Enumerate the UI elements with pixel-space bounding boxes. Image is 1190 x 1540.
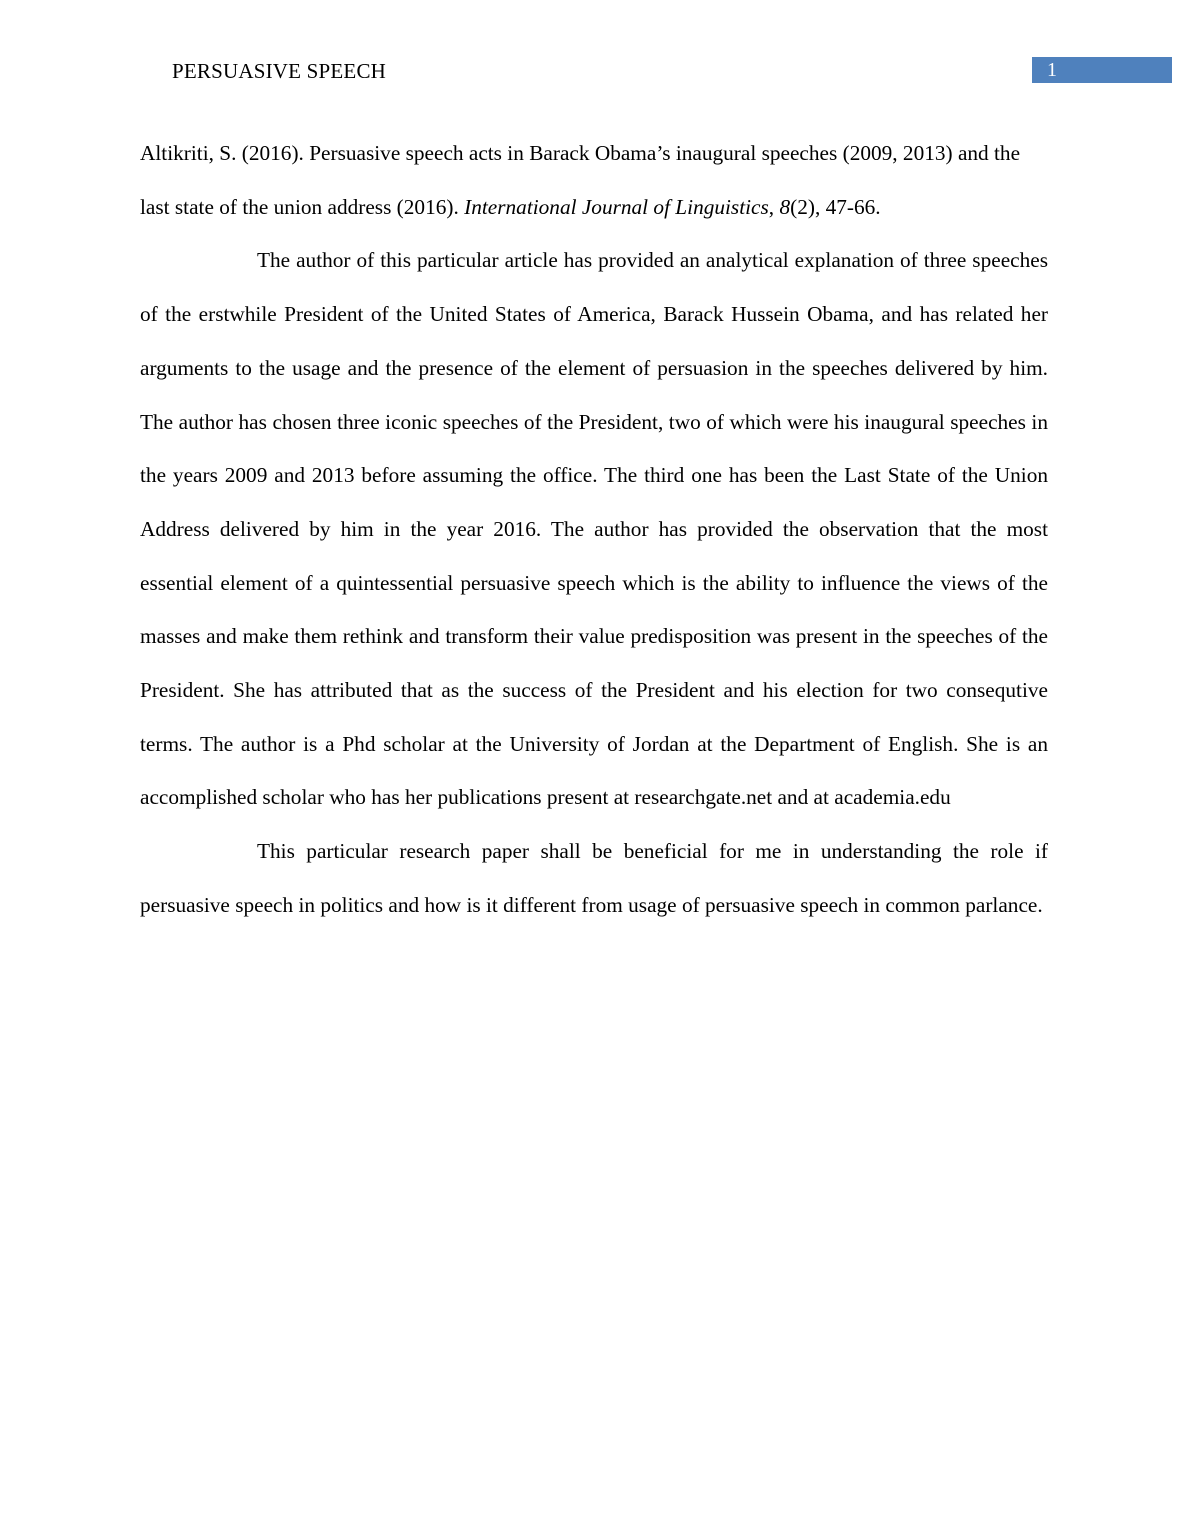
citation-issue-pages: (2), 47-66.	[790, 194, 881, 219]
citation-separator: ,	[768, 194, 780, 219]
citation-volume: 8	[779, 194, 791, 219]
citation-authors-title: Altikriti, S. (2016). Persuasive speech acts in Barack Obama’s inaugural speeches (2009, 2013) and the last state of the union address (2016).	[140, 141, 1021, 219]
relevance-paragraph: This particular research paper shall be beneficial for me in understanding the role if persuasive speech in politics and how is it different from usage of persuasive speech in common parlance.	[140, 839, 1048, 917]
body-text	[140, 127, 1048, 933]
reference-citation	[140, 127, 1048, 234]
annotation-paragraph: The author of this particular article has provided an analytical explanation of three speeches of the erstwhile President of the United States of America, Barack Hussein Obama, and has related her arguments to the usage and the presence of the element of persuasion in the speeches delivered by him. The author has chosen three iconic speeches of the President, two of which were his inaugural speeches in the years 2009 and 2013 before assuming the office. The third one has been the Last State of the Union Address delivered by him in the year 2016. The author has provided the observation that the most essential element of a quintessential persuasive speech which is the ability to influence the views of the masses and make them rethink and transform their value predisposition was present in the speeches of the President. She has attributed that as the success of the President and his election for two consequtive terms. The author is a Phd scholar at the University of Jordan at the Department of English. She is an accomplished scholar who has her publications present at researchgate.net and at academia.edu	[140, 248, 1048, 810]
page-number: 1	[1047, 59, 1057, 81]
citation-journal: International Journal of Linguistics	[464, 194, 769, 219]
page-number-box	[1032, 57, 1172, 83]
running-head: PERSUASIVE SPEECH	[172, 59, 387, 83]
